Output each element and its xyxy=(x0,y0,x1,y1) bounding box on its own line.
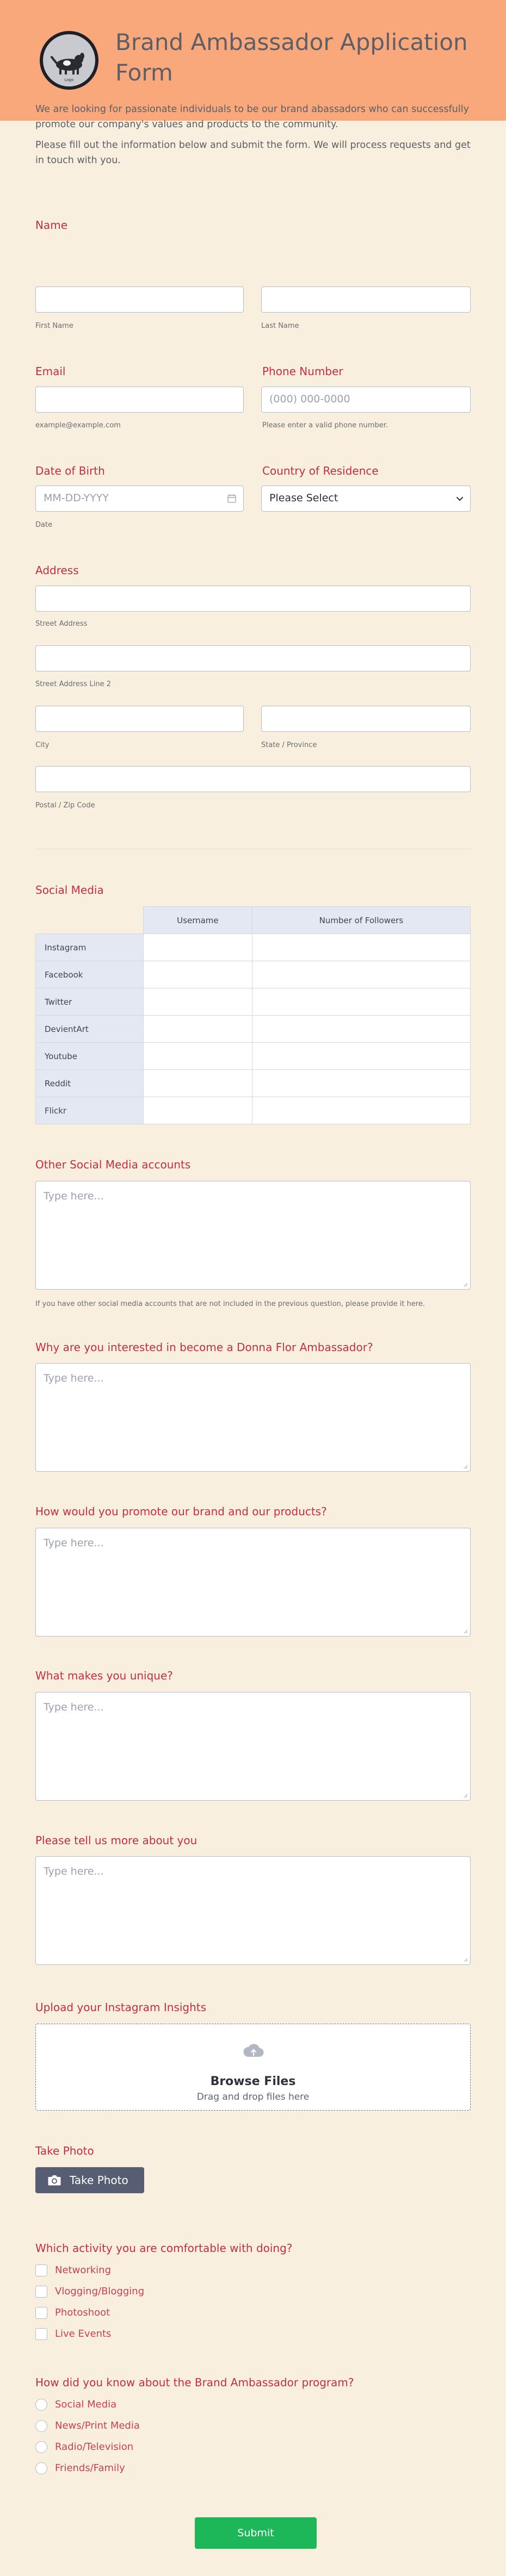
address-label: Address xyxy=(35,564,79,577)
followers-cell[interactable] xyxy=(252,1016,470,1043)
radio-social-media[interactable] xyxy=(35,2398,116,2412)
checkbox[interactable] xyxy=(35,2286,47,2298)
camera-icon xyxy=(47,2174,61,2187)
resize-handle-icon[interactable] xyxy=(462,1628,468,1634)
upload-label: Upload your Instagram Insights xyxy=(35,2001,207,2014)
radio-button[interactable] xyxy=(35,2441,47,2453)
checkbox-networking[interactable] xyxy=(35,2263,111,2278)
chevron-down-icon xyxy=(455,494,465,503)
column-header-followers: Number of Followers xyxy=(252,907,470,934)
why-interested-textarea[interactable] xyxy=(35,1363,471,1472)
brand-logo xyxy=(40,31,98,90)
how-know-label: How did you know about the Brand Ambassador program? xyxy=(35,2376,354,2389)
country-select[interactable] xyxy=(261,486,471,512)
street-address-2-input[interactable] xyxy=(35,645,471,671)
city-sublabel: City xyxy=(35,741,50,749)
phone-label: Phone Number xyxy=(262,365,343,378)
checkbox-vlogging[interactable] xyxy=(35,2285,144,2299)
option-label: Live Events xyxy=(55,2328,112,2339)
dob-input[interactable] xyxy=(35,486,244,512)
username-cell[interactable] xyxy=(144,988,252,1016)
row-header-reddit: Reddit xyxy=(36,1070,144,1097)
file-upload-dropzone[interactable] xyxy=(35,2024,471,2111)
followers-cell[interactable] xyxy=(252,1070,470,1097)
table-row xyxy=(36,1016,471,1043)
street-address-input[interactable] xyxy=(35,586,471,612)
row-header-twitter: Twitter xyxy=(36,988,144,1016)
option-label: Friends/Family xyxy=(55,2462,125,2474)
row-header-instagram: Instagram xyxy=(36,934,144,961)
radio-button[interactable] xyxy=(35,2399,47,2411)
username-cell[interactable] xyxy=(144,1070,252,1097)
username-cell[interactable] xyxy=(144,1097,252,1124)
resize-handle-icon[interactable] xyxy=(462,1281,468,1287)
country-select-value: Please Select xyxy=(269,492,338,504)
checkbox[interactable] xyxy=(35,2307,47,2319)
country-label: Country of Residence xyxy=(262,464,379,477)
street-address-2-sublabel: Street Address Line 2 xyxy=(35,680,112,688)
email-label: Email xyxy=(35,365,66,378)
calendar-icon[interactable] xyxy=(227,494,237,503)
zip-sublabel: Postal / Zip Code xyxy=(35,801,95,810)
row-header-flickr: Flickr xyxy=(36,1097,144,1124)
textarea-placeholder: Type here... xyxy=(44,1537,104,1549)
dob-label: Date of Birth xyxy=(35,464,105,477)
promote-brand-textarea[interactable] xyxy=(35,1528,471,1637)
page-title: Brand Ambassador Application Form xyxy=(115,29,468,86)
take-photo-label: Take Photo xyxy=(35,2144,94,2157)
resize-handle-icon[interactable] xyxy=(462,1793,468,1798)
textarea-placeholder: Type here... xyxy=(44,1190,104,1202)
last-name-input[interactable] xyxy=(261,287,471,313)
last-name-sublabel: Last Name xyxy=(261,322,299,330)
city-input[interactable] xyxy=(35,706,244,732)
followers-cell[interactable] xyxy=(252,961,470,988)
other-social-textarea[interactable] xyxy=(35,1181,471,1290)
radio-friends-family[interactable] xyxy=(35,2461,125,2475)
followers-cell[interactable] xyxy=(252,934,470,961)
row-header-youtube: Youtube xyxy=(36,1043,144,1070)
activities-label: Which activity you are comfortable with doing? xyxy=(35,2242,293,2255)
zip-input[interactable] xyxy=(35,766,471,792)
username-cell[interactable] xyxy=(144,961,252,988)
radio-button[interactable] xyxy=(35,2462,47,2474)
table-header-row xyxy=(36,907,471,934)
name-label: Name xyxy=(35,219,68,232)
social-media-label: Social Media xyxy=(35,883,104,897)
drag-drop-text: Drag and drop files here xyxy=(196,2092,310,2102)
textarea-placeholder: Type here... xyxy=(44,1372,104,1384)
state-input[interactable] xyxy=(261,706,471,732)
followers-cell[interactable] xyxy=(252,988,470,1016)
table-row xyxy=(36,1043,471,1070)
row-header-facebook: Facebook xyxy=(36,961,144,988)
followers-cell[interactable] xyxy=(252,1097,470,1124)
option-label: Vlogging/Blogging xyxy=(55,2286,145,2297)
intro-instructions: Please fill out the information below and submit the form. We will process requests and get in touch with you. xyxy=(35,140,471,166)
radio-radio-tv[interactable] xyxy=(35,2440,133,2454)
table-row xyxy=(36,934,471,961)
table-corner xyxy=(36,907,144,934)
table-row xyxy=(36,988,471,1016)
checkbox[interactable] xyxy=(35,2264,47,2276)
submit-button[interactable]: Submit xyxy=(195,2517,317,2549)
textarea-placeholder: Type here... xyxy=(44,1701,104,1713)
checkbox-live-events[interactable] xyxy=(35,2327,111,2341)
about-you-label: Please tell us more about you xyxy=(35,1834,198,1847)
table-row xyxy=(36,1070,471,1097)
option-label: Radio/Television xyxy=(55,2441,134,2453)
option-label: Networking xyxy=(55,2264,111,2276)
promote-brand-label: How would you promote our brand and our products? xyxy=(35,1505,327,1518)
unique-label: What makes you unique? xyxy=(35,1669,173,1682)
checkbox-photoshoot[interactable] xyxy=(35,2306,110,2320)
row-header-devientart: DevientArt xyxy=(36,1016,144,1043)
email-sublabel: example@example.com xyxy=(35,421,121,430)
followers-cell[interactable] xyxy=(252,1043,470,1070)
about-you-textarea[interactable] xyxy=(35,1856,471,1965)
unique-textarea[interactable] xyxy=(35,1692,471,1801)
dog-logo-icon xyxy=(43,34,95,86)
option-label: Social Media xyxy=(55,2399,117,2410)
other-social-sublabel: If you have other social media accounts that are not included in the previous question, please provide it here. xyxy=(35,1300,425,1308)
table-row xyxy=(36,961,471,988)
username-cell[interactable] xyxy=(144,934,252,961)
checkbox[interactable] xyxy=(35,2328,47,2340)
username-cell[interactable] xyxy=(144,1016,252,1043)
dob-sublabel: Date xyxy=(35,521,53,529)
intro-paragraph: We are looking for passionate individuals to be our brand abassadors who can successfully promote our company's values and products to the community. xyxy=(35,104,469,130)
radio-news-print[interactable] xyxy=(35,2419,140,2433)
phone-sublabel: Please enter a valid phone number. xyxy=(262,421,388,430)
other-social-label: Other Social Media accounts xyxy=(35,1158,191,1171)
social-media-table xyxy=(35,906,471,1124)
state-sublabel: State / Province xyxy=(261,741,317,749)
take-photo-button-label: Take Photo xyxy=(70,2174,128,2187)
radio-button[interactable] xyxy=(35,2420,47,2432)
resize-handle-icon[interactable] xyxy=(462,1464,468,1469)
phone-input[interactable]: (000) 000-0000 xyxy=(261,387,471,413)
table-row xyxy=(36,1097,471,1124)
dob-placeholder: MM-DD-YYYY xyxy=(44,492,109,504)
textarea-placeholder: Type here... xyxy=(44,1865,104,1877)
street-address-sublabel: Street Address xyxy=(35,620,88,628)
cloud-upload-icon xyxy=(243,2040,264,2062)
why-interested-label: Why are you interested in become a Donna Flor Ambassador? xyxy=(35,1341,373,1354)
option-label: Photoshoot xyxy=(55,2307,110,2318)
browse-files-text[interactable]: Browse Files xyxy=(210,2075,296,2088)
first-name-input[interactable] xyxy=(35,287,244,313)
first-name-sublabel: First Name xyxy=(35,322,73,330)
column-header-username: Username xyxy=(144,907,252,934)
svg-text:Logo: Logo xyxy=(64,78,74,82)
username-cell[interactable] xyxy=(144,1043,252,1070)
option-label: News/Print Media xyxy=(55,2420,140,2431)
email-input[interactable] xyxy=(35,387,244,413)
resize-handle-icon[interactable] xyxy=(462,1957,468,1962)
take-photo-button[interactable] xyxy=(35,2167,144,2193)
